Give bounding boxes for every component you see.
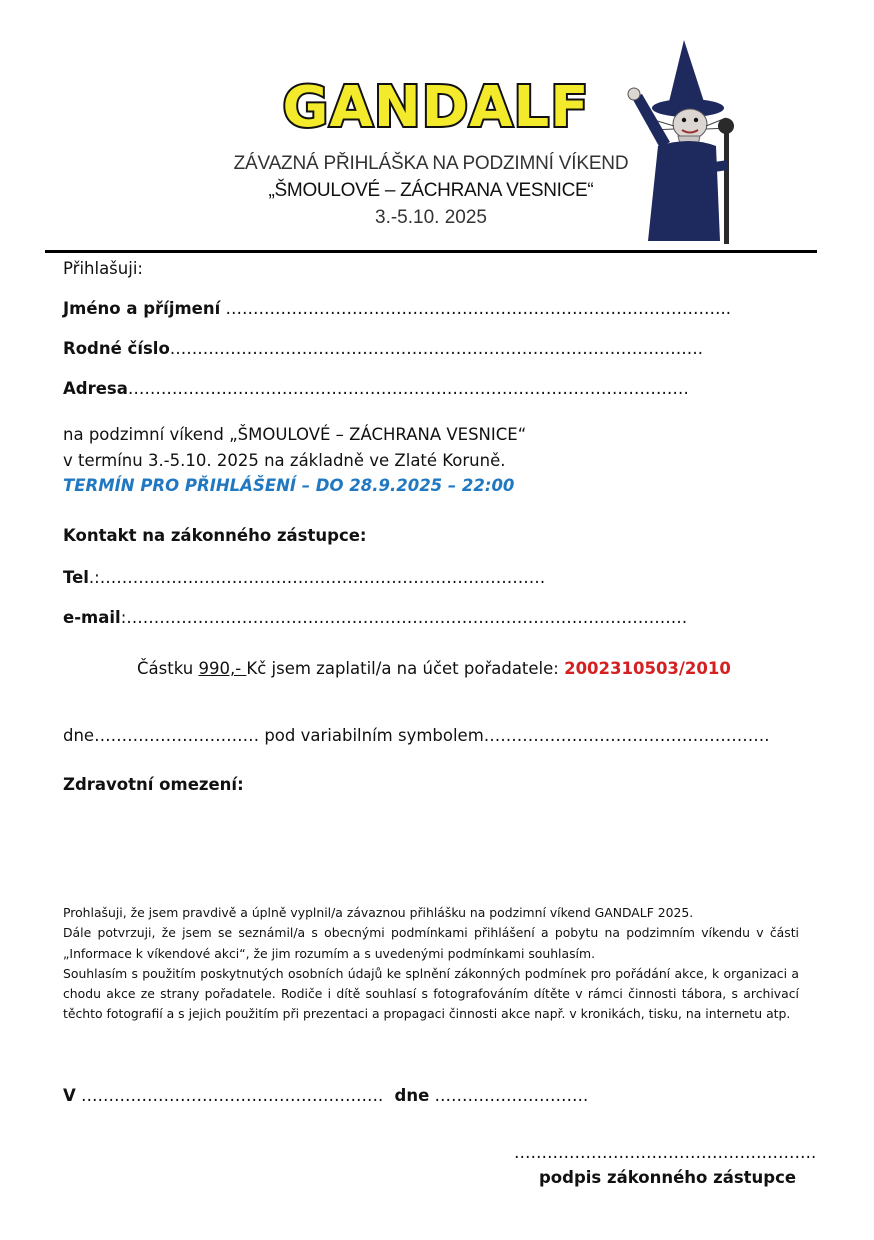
place-date-row[interactable]: [63, 1086, 588, 1105]
email-row[interactable]: [63, 608, 687, 627]
form-title: ZÁVAZNÁ PŘIHLÁŠKA NA PODZIMNÍ VÍKEND: [233, 153, 629, 174]
payment-middle: Kč jsem zaplatil/a na účet pořadatele:: [246, 659, 565, 678]
contact-heading: Kontakt na zákonného zástupce:: [63, 526, 367, 545]
sign-date-label: dne: [394, 1086, 430, 1105]
event-line-1: na podzimní víkend „ŠMOULOVÉ – ZÁCHRANA VESNICE“: [63, 425, 527, 444]
declaration-p2: Dále potvrzuji, že jsem se seznámil/a s obecnými podmínkami přihlášení a pobytu na podzimním víkendu v části „Informace k víkendové akci“, že jim rozumím a s uvedenými podmínkami souhlasím.: [63, 925, 799, 961]
gandalf-logo: [272, 68, 600, 142]
signature-line[interactable]: ……………………………………………….: [514, 1143, 817, 1162]
bank-account: 2002310503/2010: [564, 659, 731, 678]
place-dots: ……………………………………………….: [75, 1086, 384, 1105]
event-line-2: v termínu 3.-5.10. 2025 na základně ve Zlaté Koruně.: [63, 451, 506, 470]
declaration-p3: Souhlasím s použitím poskytnutých osobních údajů ke splnění zákonných podmínek pro pořádání akce, k organizaci a chodu akce ze strany pořadatele. Rodiče i dítě souhlasí s fotografováním dítěte v rámci činnosti tábora, s archivací těchto fotografií a s jejich použitím při prezentaci a propagaci činnosti akce např. v kronikách, tisku, na internetu atp.: [63, 965, 799, 1022]
payment-date-vs-row[interactable]: dne………………………… pod variabilním symbolem…………………………………………….: [63, 726, 770, 745]
signature-label: podpis zákonného zástupce: [539, 1168, 797, 1187]
address-dots: …………………………………………………………………………………………: [127, 379, 689, 398]
email-label: e-mail: [63, 608, 121, 627]
intro-text: Přihlašuji:: [63, 259, 143, 278]
event-dates: 3.-5.10. 2025: [375, 207, 487, 228]
birth-number-dots: …………………………………………………………………………………….: [169, 339, 704, 358]
name-dots: ………………………………………………………………………………..: [220, 299, 732, 318]
name-field-row[interactable]: [63, 299, 731, 318]
payment-line: [137, 659, 731, 678]
address-row[interactable]: [63, 379, 689, 398]
header-divider: [45, 250, 817, 253]
address-label: Adresa: [63, 379, 128, 398]
payment-amount: 990,-: [198, 659, 247, 678]
declaration-p1: Prohlašuji, že jsem pravdivě a úplně vyplnil/a závaznou přihlášku na podzimní víkend GANDALF 2025.: [63, 905, 694, 920]
tel-label: Tel: [63, 568, 89, 587]
logo-text: GANDALF: [282, 75, 590, 140]
birth-number-label: Rodné číslo: [63, 339, 170, 358]
payment-prefix: Částku: [137, 659, 199, 678]
health-heading: Zdravotní omezení:: [63, 775, 244, 794]
tel-row[interactable]: [63, 568, 545, 587]
sign-date-dots: ……………………….: [429, 1086, 589, 1105]
tel-dots: .:………………………………………………………………………: [88, 568, 546, 587]
event-name: „ŠMOULOVÉ – ZÁCHRANA VESNICE“: [268, 180, 594, 201]
birth-number-row[interactable]: [63, 339, 703, 358]
place-label: V: [63, 1086, 76, 1105]
email-dots: :…………………………………………………………………………………………: [120, 608, 688, 627]
declaration-block: [63, 903, 799, 1025]
deadline-text: TERMÍN PRO PŘIHLÁŠENÍ – DO 28.9.2025 – 22:00: [63, 476, 515, 495]
name-label: Jméno a příjmení: [63, 299, 221, 318]
